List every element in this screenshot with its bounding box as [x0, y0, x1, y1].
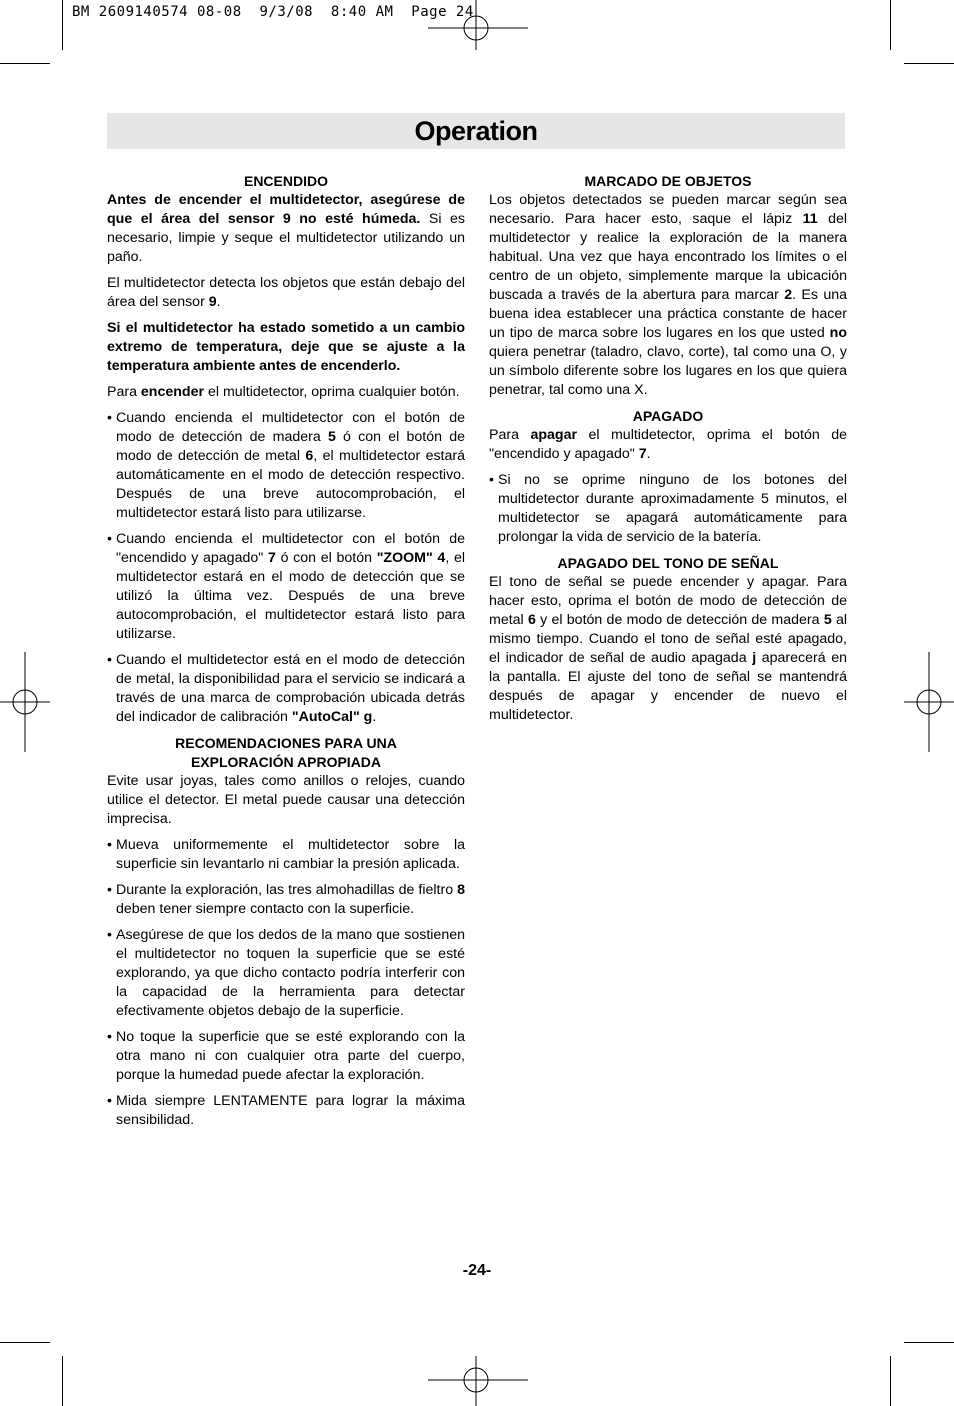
paragraph: Evite usar joyas, tales como anillos o relojes, cuando utilice el detector. El metal puede causar una detección imprecisa.	[107, 773, 465, 827]
list-item: • Durante la exploración, las tres almohadillas de fieltro 8 deben tener siempre contacto con la superficie.	[107, 881, 465, 919]
crop-mark-bottom-right-v	[890, 1356, 891, 1406]
registration-mark-left	[0, 652, 50, 752]
crop-mark-top-right-h	[904, 63, 954, 64]
crop-mark-top-left-v	[62, 0, 63, 50]
crop-mark-top-right-v	[890, 0, 891, 50]
section-heading-encendido: ENCENDIDO	[243, 173, 328, 189]
crop-mark-bottom-left-v	[62, 1356, 63, 1406]
paragraph: Los objetos detectados se pueden marcar según sea necesario. Para hacer esto, saque el lápiz 11 del multidetector y realice la exploración de la manera habitual. Una vez que haya encontrado los límites o el centro de un objeto, simplemente marque la ubicación buscada a través de la abertura para marcar 2. Es una buena idea establecer una práctica constante de hacer un tipo de marca sobre los lugares en los que usted no quiera penetrar (taladro, clavo, corte), tal como una O, y un símbolo diferente sobre los lugares en los que quiera penetrar, tal como una X.	[489, 192, 847, 398]
crop-mark-bottom-right-h	[904, 1342, 954, 1343]
bullet-list	[107, 409, 465, 727]
registration-mark-right	[904, 652, 954, 752]
list-item: • Cuando encienda el multidetector con el botón de "encendido y apagado" 7 ó con el botón "ZOOM" 4, el multidetector estará en el modo de detección que se utilizó la última vez. Después de una breve autocomprobación, el multidetector estará listo para utilizarse.	[107, 530, 465, 644]
bullet-list	[489, 471, 847, 547]
registration-mark-top	[428, 0, 528, 50]
list-item: • Mida siempre LENTAMENTE para lograr la máxima sensibilidad.	[107, 1092, 465, 1130]
right-column	[489, 172, 847, 732]
list-item: • No toque la superficie que se esté explorando con la otra mano ni con cualquier otra parte del cuerpo, porque la humedad puede afectar la exploración.	[107, 1028, 465, 1085]
list-item: • Cuando encienda el multidetector con el botón de modo de detección de madera 5 ó con el botón de modo de detección de metal 6, el multidetector estará automáticamente en el modo de detección respectivo. Después de una breve autocomprobación, el multidetector estará listo para utilizarse.	[107, 409, 465, 523]
paragraph: Para encender el multidetector, oprima cualquier botón.	[107, 384, 460, 400]
crop-mark-bottom-left-h	[0, 1342, 50, 1343]
title-bar	[107, 113, 845, 149]
section-heading-tono: APAGADO DEL TONO DE SEÑAL	[557, 555, 779, 571]
paragraph: Para apagar el multidetector, oprima el botón de "encendido y apagado" 7.	[489, 427, 847, 462]
section-heading-recomendaciones: RECOMENDACIONES PARA UNA EXPLORACIÓN APROPIADA	[175, 735, 397, 770]
section-heading-apagado: APAGADO	[632, 408, 704, 424]
page-title: Operation	[414, 116, 538, 146]
paragraph: El multidetector detecta los objetos que están debajo del área del sensor 9.	[107, 275, 465, 310]
page-number: -24-	[462, 1262, 492, 1279]
list-item: • Asegúrese de que los dedos de la mano que sostienen el multidetector no toquen la superficie que se esté explorando, ya que dicho contacto podría interferir con la capacidad de la herramienta para detectar efectivamente objetos debajo de la superficie.	[107, 926, 465, 1021]
paragraph: El tono de señal se puede encender y apagar. Para hacer esto, oprima el botón de modo de detección de metal 6 y el botón de modo de detección de madera 5 al mismo tiempo. Cuando el tono de señal esté apagado, el indicador de señal de audio apagada j aparecerá en la pantalla. El ajuste del tono de señal se mantendrá después de apagar y encender de nuevo el multidetector.	[489, 574, 848, 723]
left-column	[107, 172, 465, 1137]
paragraph: Antes de encender el multidetector, asegúrese de que el área del sensor 9 no esté húmeda. Si es necesario, limpie y seque el multidetector utilizando un paño.	[107, 192, 466, 265]
warning-paragraph: Si el multidetector ha estado sometido a un cambio extremo de temperatura, deje que se ajuste a la temperatura ambiente antes de encenderlo.	[107, 320, 465, 374]
section-heading-marcado: MARCADO DE OBJETOS	[584, 173, 752, 189]
bullet-list	[107, 836, 465, 1130]
list-item: • Cuando el multidetector está en el modo de detección de metal, la disponibilidad para el servicio se indicará a través de una marca de comprobación ubicada detrás del indicador de calibración "AutoCal" g.	[107, 651, 465, 727]
registration-mark-bottom	[428, 1356, 528, 1406]
list-item: • Mueva uniformemente el multidetector sobre la superficie sin levantarlo ni cambiar la presión aplicada.	[107, 836, 465, 874]
printer-slug: BM 2609140574 08-08 9/3/08 8:40 AM Page 24	[72, 4, 474, 20]
list-item: • Si no se oprime ninguno de los botones del multidetector durante aproximadamente 5 minutos, el multidetector se apagará automáticamente para prolongar la vida de servicio de la batería.	[489, 471, 847, 547]
crop-mark-top-left-h	[0, 63, 50, 64]
